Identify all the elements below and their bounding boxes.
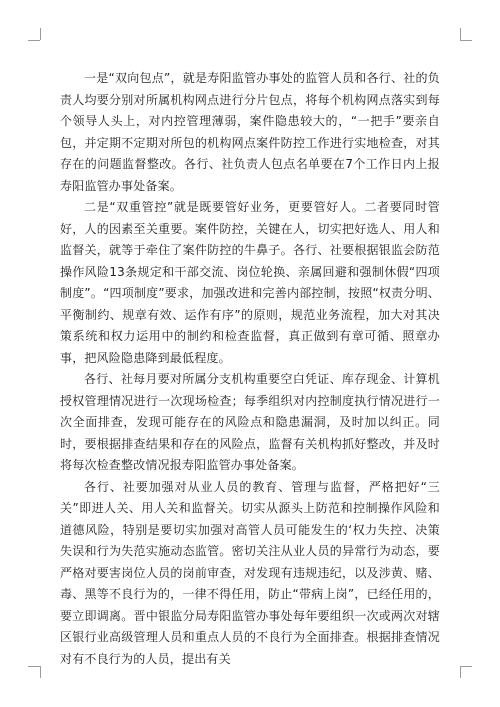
crop-mark-bottom-left-h [28, 666, 40, 667]
crop-mark-top-right-v [460, 28, 461, 40]
crop-mark-bottom-right-h [460, 666, 472, 667]
document-body [60, 68, 440, 670]
crop-mark-bottom-left-v [40, 666, 41, 678]
paragraph-3: 各行、社每月要对所属分支机构重要空白凭证、库存现金、计算机授权管理情况进行一次现场检查；每季组织对内控制度执行情况进行一次全面排查，发现可能存在的风险点和隐患漏洞，及时加以纠正。同时，要根据排查结果和存在的风险点，监督有关机构抓好整改，并及时将每次检查整改情况报寿阳监管办事处备案。 [60, 372, 440, 472]
paragraph-2: 二是“双重管控”就是既要管好业务，更要管好人。二者要同时管好，人的因素至关重要。案件防控，关键在人，切实把好选人、用人和监督关，就等于牵住了案件防控的牛鼻子。各行、社要根据银监会防范操作风险13条规定和干部交流、岗位轮换、亲属回避和强制休假“四项制度”。“四项制度”要求，加强改进和完善内部控制，按照“权责分明、平衡制约、规章有效、运作有序”的原则，规范业务流程，加大对其决策系统和权力运用中的制约和检查监督，真正做到有章可循、照章办事，把风险隐患降到最低程度。 [60, 200, 440, 365]
crop-mark-top-right-h [460, 40, 472, 41]
paragraph-4: 各行、社要加强对从业人员的教育、管理与监督，严格把好“三关”即进人关、用人关和监督关。切实从源头上防范和控制操作风险和道德风险，特别是要切实加强对高管人员可能发生的‘权力失控、决策失误和行为失范实施动态监管。密切关注从业人员的异常行为动态，要严格对要害岗位人员的岗前审查，对发现有违规违纪，以及涉黄、赌、毒、黑等不良行为的，一律不得任用，防止“带病上岗”，已经任用的，要立即调离。晋中银监分局寿阳监管办事处每年要组织一次或两次对辖区银行业高级管理人员和重点人员的不良行为全面排查。根据排查情况对有不良行为的人员，提出有关 [60, 479, 440, 666]
crop-mark-top-left-h [28, 40, 40, 41]
crop-mark-top-left-v [40, 28, 41, 40]
paragraph-1: 一是“双向包点”，就是寿阳监管办事处的监管人员和各行、社的负责人均要分别对所属机构网点进行分片包点，将每个机构网点落实到每个领导人头上，对内控管理薄弱，案件隐患较大的，“一把手”要亲自包，并定期不定期对所包的机构网点案件防控工作进行实地检查，对其存在的问题监督整改。各行、社负责人包点名单要在7个工作日内上报寿阳监管办事处备案。 [60, 71, 440, 193]
crop-mark-bottom-right-v [460, 666, 461, 678]
